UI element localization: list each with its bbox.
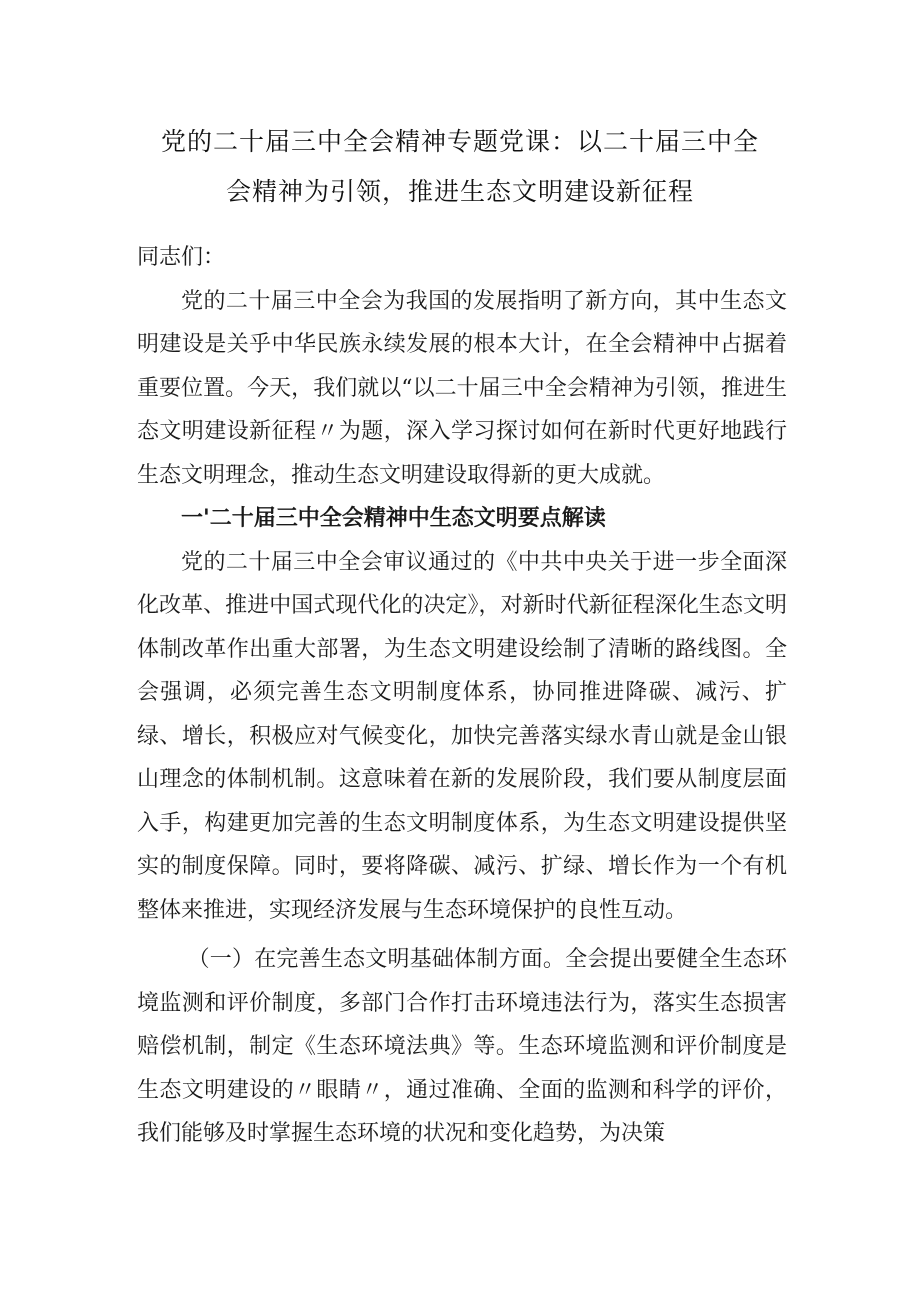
subsection-1-paragraph: （一）在完善生态文明基础体制方面。全会提出要健全生态环境监测和评价制度，多部门合作打击环境违法行为，落实生态损害赔偿机制，制定《生态环境法典》等。生态环境监测和评价制度是生态文明建设的〃眼睛〃，通过准确、全面的监测和科学的评价，我们能够及时掌握生态环境的状况和变化趋势，为决策 — [137, 947, 787, 1146]
section-1-paragraph: 党的二十届三中全会审议通过的《中共中央关于进一步全面深化改革、推进中国式现代化的决定》，对新时代新征程深化生态文明体制改革作出重大部署，为生态文明建设绘制了清晰的路线图。全会强调，必须完善生态文明制度体系，协同推进降碳、减污、扩绿、增长，积极应对气候变化，加快完善落实绿水青山就是金山银山理念的体制机制。这意味着在新的发展阶段，我们要从制度层面入手，构建更加完善的生态文明制度体系，为生态文明建设提供坚实的制度保障。同时，要将降碳、减污、扩绿、增长作为一个有机整体来推进，实现经济发展与生态环境保护的良性互动。 — [137, 549, 787, 923]
document-body — [137, 236, 787, 1156]
document-title-line-1: 党的二十届三中全会精神专题党课：以二十届三中全 — [160, 127, 759, 156]
salutation: 同志们： — [137, 245, 226, 270]
document-title-line-2: 会精神为引领，推进生态文明建设新征程 — [225, 177, 694, 206]
intro-paragraph: 党的二十届三中全会为我国的发展指明了新方向，其中生态文明建设是关乎中华民族永续发展的根本大计，在全会精神中占据着重要位置。今天，我们就以“以二十届三中全会精神为引领，推进生态文明建设新征程〃为题，深入学习探讨如何在新时代更好地践行生态文明理念，推动生态文明建设取得新的更大成就。 — [137, 288, 787, 488]
section-1-heading: 一'二十届三中全会精神中生态文明要点解读 — [181, 505, 606, 531]
